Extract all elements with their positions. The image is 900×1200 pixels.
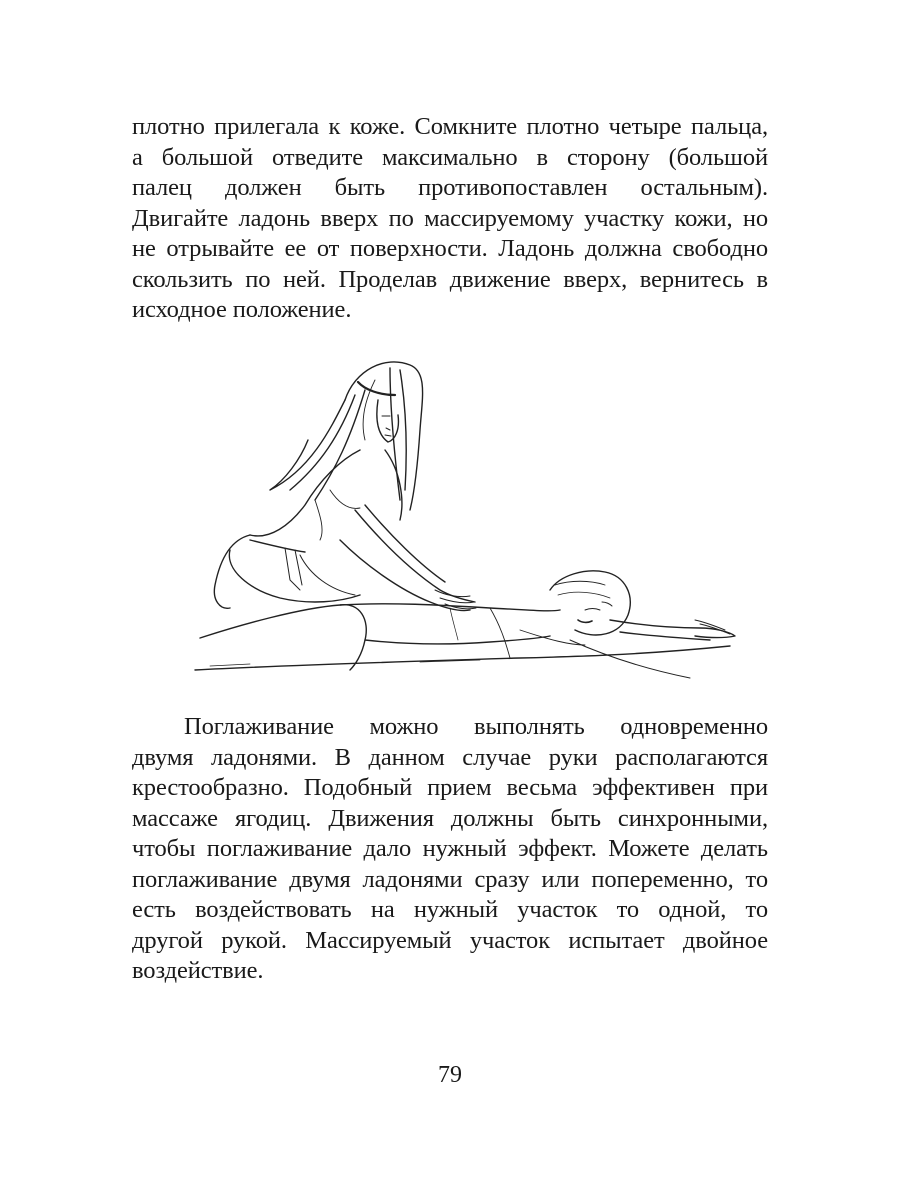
text-line: двумя ладонями. В данном случае руки располагаются [132,743,768,771]
massage-illustration [190,340,750,690]
text-line: Двигайте ладонь вверх по массируемому участку кожи, но [132,204,768,232]
text-line: крестообразно. Подобный прием весьма эффективен при [132,774,768,801]
text-line: чтобы поглаживание дало нужный эффект. Можете делать [132,835,768,862]
massage-illustration-icon [190,340,750,690]
text-line: исходное положение. [132,296,352,323]
text-line: Поглаживание можно выполнять одновременно [184,713,768,740]
text-line: скользить по ней. Проделав движение вверх, вернитесь в [132,265,768,293]
text-line: другой рукой. Массируемый участок испытает двойное [132,926,768,954]
text-line: есть воздействовать на нужный участок то одной, то [132,896,768,923]
text-line: массаже ягодиц. Движения должны быть синхронными, [132,804,768,832]
text-line: палец должен быть противопоставлен остальным). [132,174,768,201]
text-line: плотно прилегала к коже. Сомкните плотно четыре пальца, [132,113,768,140]
text-line: а большой отведите максимально в сторону (большой [132,143,768,171]
text-line: не отрывайте ее от поверхности. Ладонь должна свободно [132,235,768,262]
page-number: 79 [438,1062,462,1088]
paragraph-top [132,112,768,326]
text-line: воздействие. [132,957,264,984]
text-line: поглаживание двумя ладонями сразу или попеременно, то [132,865,768,893]
paragraph-bottom [132,712,768,987]
